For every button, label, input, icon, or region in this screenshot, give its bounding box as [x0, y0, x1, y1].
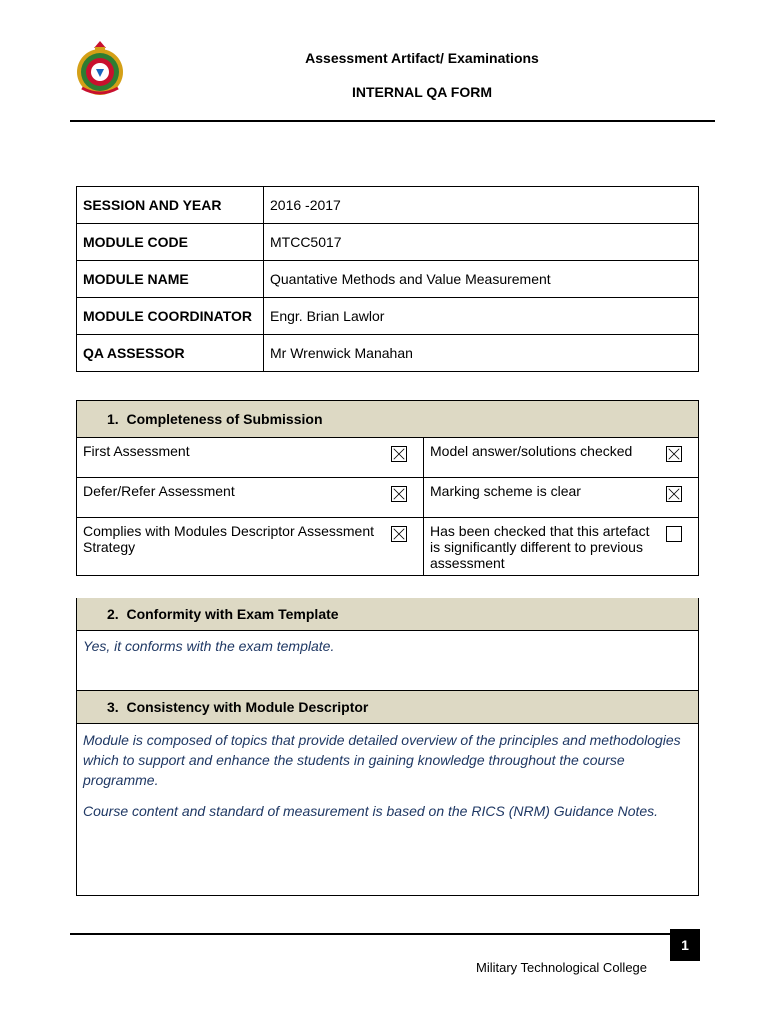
checklist-item	[424, 438, 699, 478]
table-row	[77, 298, 699, 335]
descriptor-consistency-answer	[77, 724, 699, 896]
checklist-item	[424, 518, 699, 576]
field-label: MODULE COORDINATOR	[77, 298, 264, 335]
checklist-label: Has been checked that this artefact is significantly different to previous assessment	[430, 523, 650, 571]
check-x-icon	[392, 487, 406, 501]
field-label: SESSION AND YEAR	[77, 187, 264, 224]
checklist-label: Defer/Refer Assessment	[83, 483, 235, 499]
checkbox[interactable]	[666, 486, 682, 502]
checkbox[interactable]	[666, 526, 682, 542]
check-x-icon	[667, 487, 681, 501]
conformity-consistency-section	[76, 598, 699, 896]
checkbox[interactable]	[666, 446, 682, 462]
checkbox[interactable]	[391, 486, 407, 502]
check-x-icon	[667, 447, 681, 461]
answer-paragraph: Module is composed of topics that provide detailed overview of the principles and methodologies which to support and enhance the students in gaining knowledge throughout the course programme.	[83, 732, 681, 788]
module-info-table	[76, 186, 699, 372]
checklist-item	[77, 478, 424, 518]
checklist-item	[424, 478, 699, 518]
form-subtitle: INTERNAL QA FORM	[352, 84, 492, 100]
field-value: Engr. Brian Lawlor	[264, 298, 699, 335]
checklist-label: First Assessment	[83, 443, 190, 459]
section-heading: 1. Completeness of Submission	[77, 401, 699, 438]
checklist-label: Complies with Modules Descriptor Assessment Strategy	[83, 523, 374, 555]
table-row	[77, 187, 699, 224]
template-conformity-answer: Yes, it conforms with the exam template.	[77, 631, 699, 691]
institution-name: Military Technological College	[476, 960, 648, 975]
page-number: 1	[670, 929, 700, 961]
field-label: MODULE NAME	[77, 261, 264, 298]
field-value: 2016 -2017	[264, 187, 699, 224]
completeness-section	[76, 400, 699, 576]
checkbox[interactable]	[391, 446, 407, 462]
checklist-label: Model answer/solutions checked	[430, 443, 633, 459]
answer-paragraph: Course content and standard of measurement is based on the RICS (NRM) Guidance Notes.	[83, 803, 659, 819]
form-title: Assessment Artifact/ Examinations	[305, 50, 539, 66]
section-heading: 3. Consistency with Module Descriptor	[77, 691, 699, 724]
check-x-icon	[392, 447, 406, 461]
footer-divider	[70, 933, 670, 935]
checklist-item	[77, 438, 424, 478]
field-value: Quantative Methods and Value Measurement	[264, 261, 699, 298]
table-row	[77, 224, 699, 261]
table-row	[77, 335, 699, 372]
check-x-icon	[392, 527, 406, 541]
checklist-item	[77, 518, 424, 576]
table-row	[77, 261, 699, 298]
header-divider	[70, 120, 715, 122]
section-heading: 2. Conformity with Exam Template	[77, 598, 699, 631]
field-value: Mr Wrenwick Manahan	[264, 335, 699, 372]
field-value: MTCC5017	[264, 224, 699, 261]
field-label: MODULE CODE	[77, 224, 264, 261]
field-label: QA ASSESSOR	[77, 335, 264, 372]
checklist-label: Marking scheme is clear	[430, 483, 581, 499]
checkbox[interactable]	[391, 526, 407, 542]
